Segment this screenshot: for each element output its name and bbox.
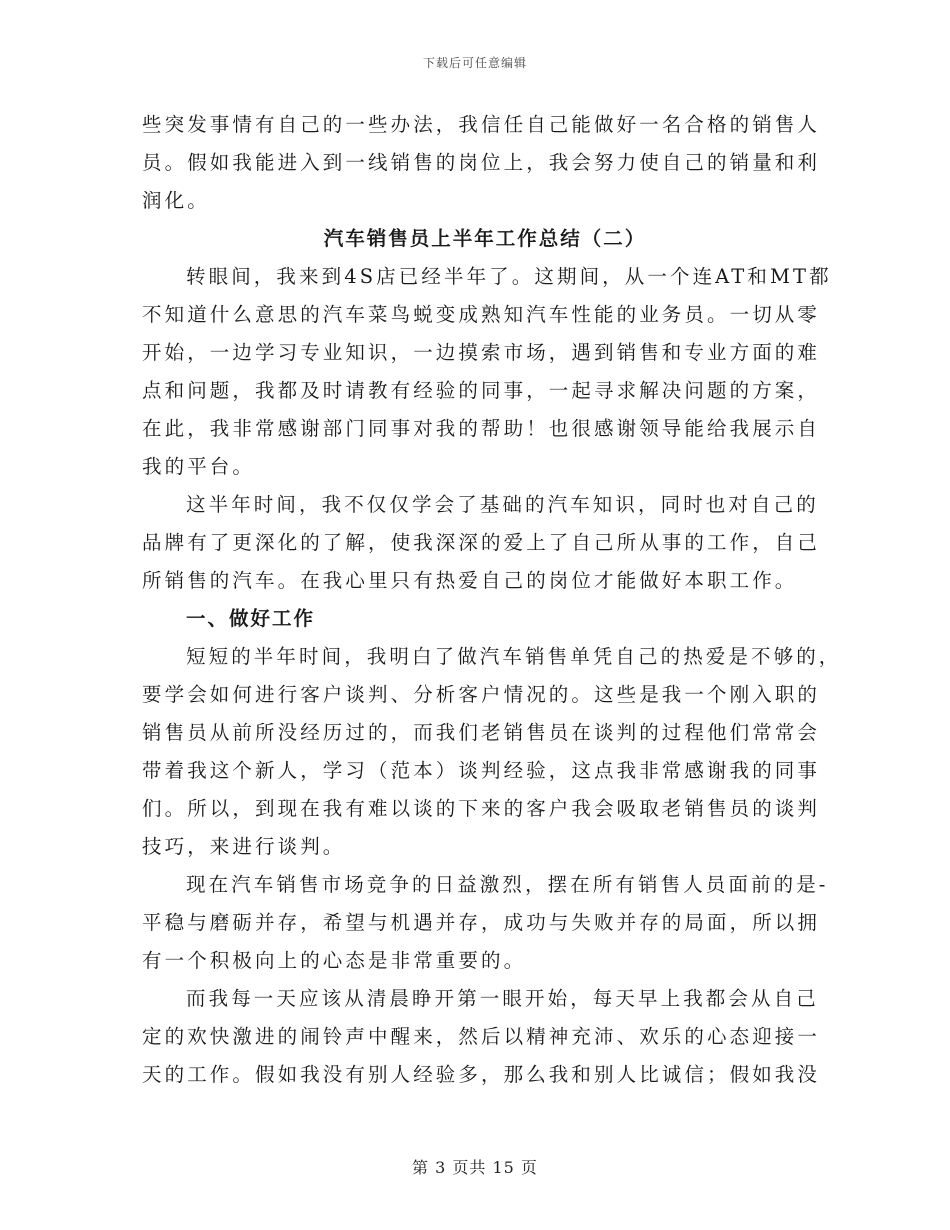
body-line: 要学会如何进行客户谈判、分析客户情况的。这些是我一个刚入职的 bbox=[142, 683, 821, 706]
section-title: 汽车销售员上半年工作总结（二） bbox=[323, 227, 647, 250]
body-line: 开始，一边学习专业知识，一边摸索市场，遇到销售和专业方面的难 bbox=[142, 341, 821, 364]
body-line: 不知道什么意思的汽车菜鸟蜕变成熟知汽车性能的业务员。一切从零 bbox=[142, 303, 821, 326]
paragraph-first-line: 这半年时间，我不仅仅学会了基础的汽车知识，同时也对自己的 bbox=[186, 493, 819, 516]
body-line: 平稳与磨砺并存，希望与机遇并存，成功与失败并存的局面，所以拥 bbox=[142, 911, 821, 934]
body-line: 天的工作。假如我没有别人经验多，那么我和别人比诚信；假如我没 bbox=[142, 1063, 821, 1086]
body-line: 技巧，来进行谈判。 bbox=[142, 835, 346, 858]
paragraph-first-line: 而我每一天应该从清晨睁开第一眼开始，每天早上我都会从自己 bbox=[186, 987, 819, 1010]
body-line: 我的平台。 bbox=[142, 455, 256, 478]
section-heading: 一、做好工作 bbox=[186, 607, 316, 630]
body-line: 销售员从前所没经历过的，而我们老销售员在谈判的过程他们常常会 bbox=[142, 721, 821, 744]
body-line: 们。所以，到现在我有难以谈的下来的客户我会吸取老销售员的谈判 bbox=[142, 797, 821, 820]
paragraph-first-line: 现在汽车销售市场竞争的日益激烈，摆在所有销售人员面前的是- bbox=[186, 873, 829, 896]
document-body bbox=[142, 106, 842, 1094]
page-header: 下载后可任意编辑 bbox=[422, 56, 527, 70]
body-line: 所销售的汽车。在我心里只有热爱自己的岗位才能做好本职工作。 bbox=[142, 569, 798, 592]
body-line: 定的欢快激进的闹铃声中醒来，然后以精神充沛、欢乐的心态迎接一 bbox=[142, 1025, 821, 1048]
paragraph-first-line: 转眼间，我来到4S店已经半年了。这期间，从一个连AT和MT都 bbox=[186, 265, 832, 288]
body-line: 员。假如我能进入到一线销售的岗位上，我会努力使自己的销量和利 bbox=[142, 151, 821, 174]
body-line: 些突发事情有自己的一些办法，我信任自己能做好一名合格的销售人 bbox=[142, 113, 821, 136]
page-number: 第 3 页共 15 页 bbox=[412, 1158, 538, 1177]
body-line: 在此，我非常感谢部门同事对我的帮助！也很感谢领导能给我展示自 bbox=[142, 417, 821, 440]
body-line: 带着我这个新人，学习（范本）谈判经验，这点我非常感谢我的同事 bbox=[142, 759, 821, 782]
paragraph-first-line: 短短的半年时间，我明白了做汽车销售单凭自己的热爱是不够的， bbox=[186, 645, 842, 668]
body-line: 润化。 bbox=[142, 189, 210, 212]
body-line: 品牌有了更深化的了解，使我深深的爱上了自己所从事的工作，自己 bbox=[142, 531, 821, 554]
body-line: 有一个积极向上的心态是非常重要的。 bbox=[142, 949, 527, 972]
body-line: 点和问题，我都及时请教有经验的同事，一起寻求解决问题的方案， bbox=[142, 379, 821, 402]
